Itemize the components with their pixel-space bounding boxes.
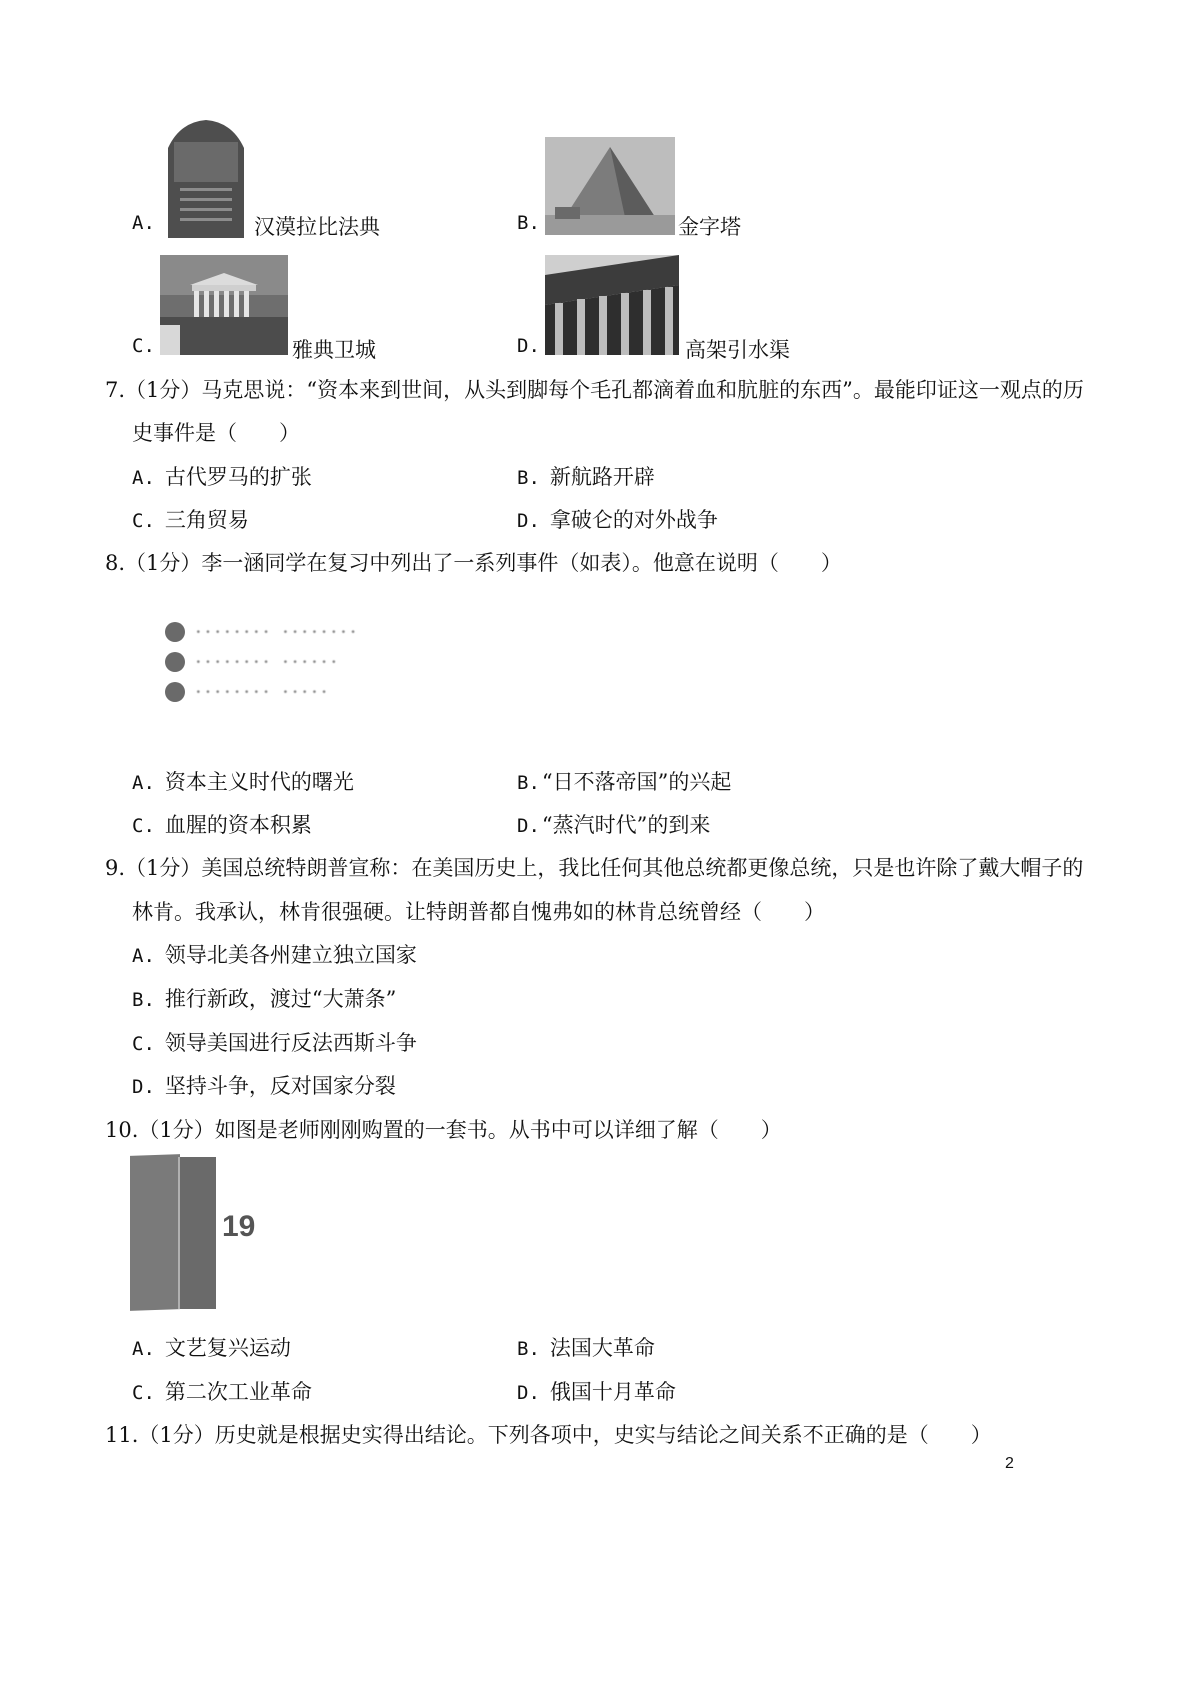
q8-event-table-image (165, 595, 585, 745)
option-text: 拿破仑的对外战争 (549, 508, 718, 532)
option-letter: D. (132, 1076, 155, 1098)
option-text: 资本主义时代的曙光 (164, 770, 354, 794)
option-text: 文艺复兴运动 (164, 1336, 291, 1360)
option-letter: D. (517, 1382, 540, 1404)
option-letter: B. (517, 467, 540, 489)
pyramid-image (545, 137, 675, 235)
option-text: 坚持斗争，反对国家分裂 (164, 1074, 396, 1098)
q7-stem-line1: 7.（1分）马克思说：“资本来到世间，从头到脚每个毛孔都滴着血和肮脏的东西”。最能印证这一观点的历 (105, 378, 1084, 402)
q6-option-a-letter: A. (132, 212, 155, 234)
option-text: 血腥的资本积累 (164, 813, 312, 837)
q8-option-a[interactable] (132, 767, 354, 797)
option-text: “日不落帝国”的兴起 (541, 770, 732, 794)
option-letter: A. (132, 945, 155, 967)
option-letter: D. (517, 815, 540, 837)
q7-option-b[interactable] (517, 462, 655, 492)
q9-option-b[interactable] (132, 984, 396, 1014)
q8-option-d[interactable] (517, 810, 710, 840)
option-letter: A. (132, 467, 155, 489)
option-text: 古代罗马的扩张 (164, 465, 312, 489)
q9-option-a[interactable] (132, 940, 417, 970)
bullet-icon (165, 622, 185, 642)
q9-stem-line2: 林肯。我承认，林肯很强硬。让特朗普都自愧弗如的林肯总统曾经（ ） (132, 900, 825, 924)
event-row: ········ ······ (165, 647, 585, 677)
q6-option-c-caption: 雅典卫城 (292, 338, 376, 362)
q7-option-d[interactable] (517, 505, 718, 535)
q8-option-b[interactable] (517, 767, 731, 797)
bullet-icon (165, 682, 185, 702)
option-letter: C. (132, 1033, 155, 1055)
option-letter: C. (132, 815, 155, 837)
stele-image (160, 118, 252, 238)
q10-option-d[interactable] (517, 1377, 676, 1407)
aqueduct-image (545, 255, 679, 355)
q10-option-b[interactable] (517, 1333, 655, 1363)
option-letter: A. (132, 1338, 155, 1360)
option-letter: B. (517, 772, 540, 794)
q6-option-b-letter: B. (517, 212, 540, 234)
book-spine-right (178, 1157, 216, 1309)
acropolis-image (160, 255, 288, 355)
event-row: ········ ········ (165, 617, 585, 647)
bullet-icon (165, 652, 185, 672)
q7-option-c[interactable] (132, 505, 249, 535)
q6-option-b-caption: 金字塔 (678, 215, 741, 239)
book-cover-text: 19 (222, 1210, 256, 1243)
option-letter: A. (132, 772, 155, 794)
option-letter: B. (132, 989, 155, 1011)
q10-stem-line1: 10.（1分）如图是老师刚刚购置的一套书。从书中可以详细了解（ ） (105, 1118, 782, 1142)
q9-option-d[interactable] (132, 1071, 396, 1101)
option-text: 俄国十月革命 (549, 1380, 676, 1404)
q10-option-a[interactable] (132, 1333, 291, 1363)
q7-stem-line2: 史事件是（ ） (132, 421, 300, 445)
option-text: “蒸汽时代”的到来 (541, 813, 711, 837)
q8-option-c[interactable] (132, 810, 312, 840)
event-row: ········ ····· (165, 677, 585, 707)
q9-option-c[interactable] (132, 1028, 417, 1058)
option-text: 三角贸易 (164, 508, 249, 532)
q9-stem-line1: 9.（1分）美国总统特朗普宣称：在美国历史上，我比任何其他总统都更像总统，只是也许除了戴大帽子的 (105, 856, 1084, 880)
option-text: 领导美国进行反法西斯斗争 (164, 1031, 417, 1055)
q6-option-d-caption: 高架引水渠 (685, 338, 790, 362)
q6-option-c-letter: C. (132, 335, 155, 357)
q10-option-c[interactable] (132, 1377, 312, 1407)
q8-stem-line1: 8.（1分）李一涵同学在复习中列出了一系列事件（如表）。他意在说明（ ） (105, 551, 842, 575)
page-number: 2 (1005, 1455, 1014, 1472)
option-text: 新航路开辟 (549, 465, 655, 489)
q6-option-d-letter: D. (517, 335, 540, 357)
book-set-image (130, 1155, 300, 1315)
q11-stem-line1: 11.（1分）历史就是根据史实得出结论。下列各项中，史实与结论之间关系不正确的是（ ） (105, 1423, 992, 1447)
option-text: 推行新政，渡过“大萧条” (164, 987, 397, 1011)
option-letter: C. (132, 1382, 155, 1404)
q7-option-a[interactable] (132, 462, 312, 492)
option-text: 第二次工业革命 (164, 1380, 312, 1404)
option-letter: D. (517, 510, 540, 532)
option-text: 领导北美各州建立独立国家 (164, 943, 417, 967)
book-spine-left (130, 1154, 180, 1311)
q6-option-a-caption: 汉漠拉比法典 (254, 215, 380, 239)
option-letter: C. (132, 510, 155, 532)
option-letter: B. (517, 1338, 540, 1360)
option-text: 法国大革命 (549, 1336, 655, 1360)
